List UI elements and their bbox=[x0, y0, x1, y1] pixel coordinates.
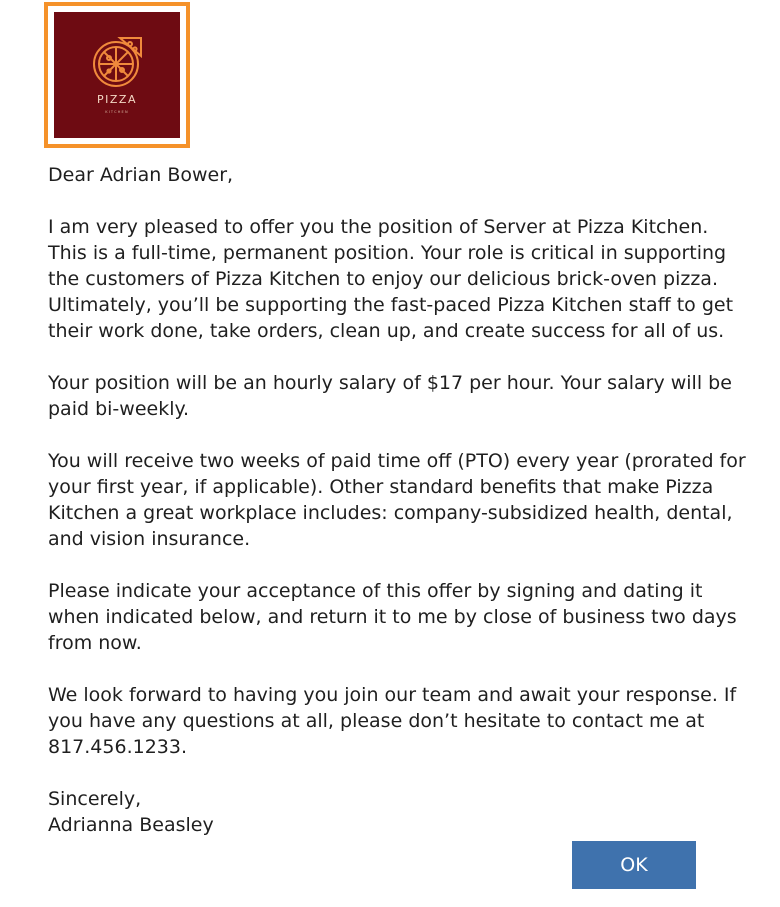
logo-brand-text: PIZZA bbox=[97, 93, 137, 106]
letter-signature: Adrianna Beasley bbox=[48, 814, 214, 836]
letter-greeting: Dear Adrian Bower, bbox=[48, 164, 234, 186]
ok-button[interactable]: OK bbox=[572, 841, 696, 889]
letter-closing: Sincerely, bbox=[48, 788, 142, 810]
letter-paragraph-position: I am very pleased to offer you the position of Server at Pizza Kitchen. This is a full-time, permanent position. Your role is critical in supporting the customers of Pizza Kitchen to enjoy our delicious brick-oven pizza. Ultimately, you’ll be supporting the fast-paced Pizza Kitchen staff to get their work done, take orders, clean up, and create success for all of us. bbox=[48, 216, 734, 342]
letter-paragraph-contact: We look forward to having you join our team and await your response. If you have any questions at all, please don’t hesitate to contact me at 817.456.1233. bbox=[48, 684, 737, 758]
letter-paragraph-salary: Your position will be an hourly salary of $17 per hour. Your salary will be paid bi-weekly. bbox=[48, 372, 732, 420]
logo-tagline-text: KITCHEN bbox=[105, 110, 129, 114]
offer-letter-body bbox=[48, 162, 748, 838]
letter-paragraph-acceptance: Please indicate your acceptance of this offer by signing and dating it when indicated below, and return it to me by close of business two days from now. bbox=[48, 580, 737, 654]
logo-background bbox=[54, 12, 180, 138]
letter-paragraph-benefits: You will receive two weeks of paid time off (PTO) every year (prorated for your first year, if applicable). Other standard benefits that make Pizza Kitchen a great workplace includes: company-subsidized health, dental, and vision insurance. bbox=[48, 450, 746, 550]
company-logo bbox=[44, 2, 190, 148]
pizza-icon bbox=[89, 34, 145, 90]
